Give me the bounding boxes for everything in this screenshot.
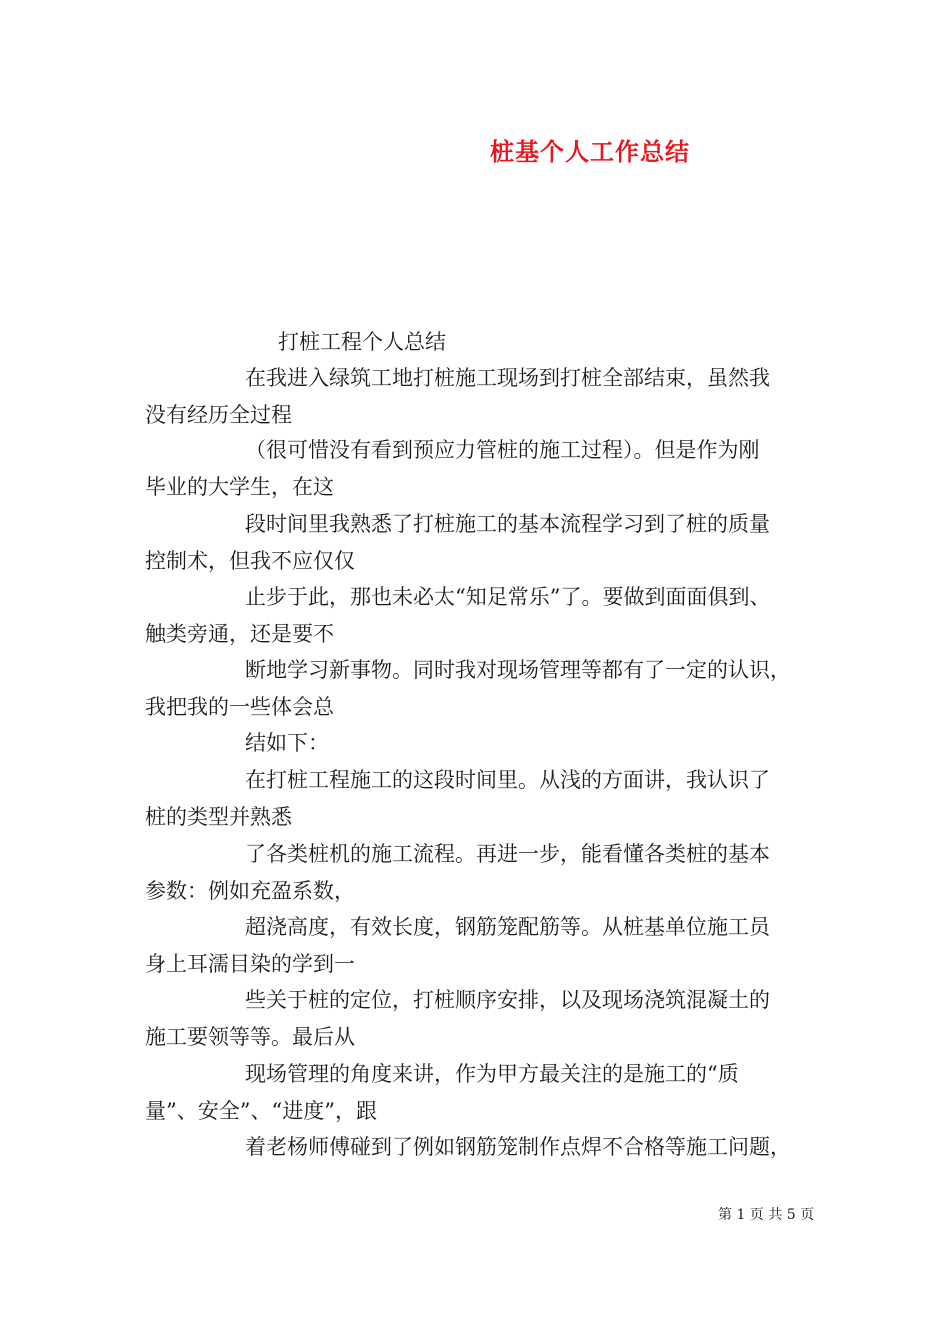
paragraph-line: 施工要领等等。最后从 (145, 1025, 355, 1049)
paragraph (145, 836, 810, 910)
paragraph-line: 毕业的大学生，在这 (145, 475, 334, 499)
paragraph (145, 432, 810, 506)
paragraph-line: 桩的类型并熟悉 (145, 805, 292, 829)
page-number-footer: 第 1 页 共 5 页 (718, 1207, 815, 1223)
paragraph (145, 1129, 810, 1166)
paragraph (145, 652, 810, 726)
paragraph-line: 没有经历全过程 (145, 403, 292, 427)
document-title: 桩基个人工作总结 (490, 137, 690, 166)
document-subtitle: 打桩工程个人总结 (278, 330, 446, 354)
paragraph-line: 现场管理的角度来讲，作为甲方最关注的是施工的“质 (245, 1062, 739, 1086)
paragraph (145, 762, 810, 836)
paragraph-line: 段时间里我熟悉了打桩施工的基本流程学习到了桩的质量 (245, 512, 770, 536)
paragraph-line: 在打桩工程施工的这段时间里。从浅的方面讲，我认识了 (245, 768, 770, 792)
paragraph (145, 579, 810, 653)
paragraph-line: 了各类桩机的施工流程。再进一步，能看懂各类桩的基本 (245, 842, 770, 866)
paragraph-line: 量”、安全”、“进度”，跟 (145, 1099, 377, 1123)
paragraph-line: 在我进入绿筑工地打桩施工现场到打桩全部结束，虽然我 (245, 366, 770, 390)
paragraph (145, 506, 810, 580)
paragraph-line: 控制术，但我不应仅仅 (145, 549, 355, 573)
paragraph-line: 超浇高度，有效长度，钢筋笼配筋等。从桩基单位施工员 (245, 915, 770, 939)
paragraph-line: 结如下： (245, 731, 329, 755)
paragraph-line: 断地学习新事物。同时我对现场管理等都有了一定的认识， (245, 658, 791, 682)
paragraph-line: 止步于此，那也未必太“知足常乐”了。要做到面面俱到、 (245, 585, 771, 609)
paragraph (145, 360, 810, 434)
paragraph (145, 909, 810, 983)
paragraph-line: 着老杨师傅碰到了例如钢筋笼制作点焊不合格等施工问题， (245, 1135, 791, 1159)
paragraph (145, 982, 810, 1056)
paragraph-line: 些关于桩的定位，打桩顺序安排，以及现场浇筑混凝土的 (245, 988, 770, 1012)
paragraph-line: 我把我的一些体会总 (145, 695, 334, 719)
paragraph-line: 触类旁通，还是要不 (145, 622, 334, 646)
paragraph-line: （很可惜没有看到预应力管桩的施工过程）。但是作为刚 (245, 438, 760, 462)
paragraph-line: 参数：例如充盈系数， (145, 879, 355, 903)
paragraph (145, 725, 810, 762)
paragraph-line: 身上耳濡目染的学到一 (145, 952, 355, 976)
paragraph (145, 1056, 810, 1130)
